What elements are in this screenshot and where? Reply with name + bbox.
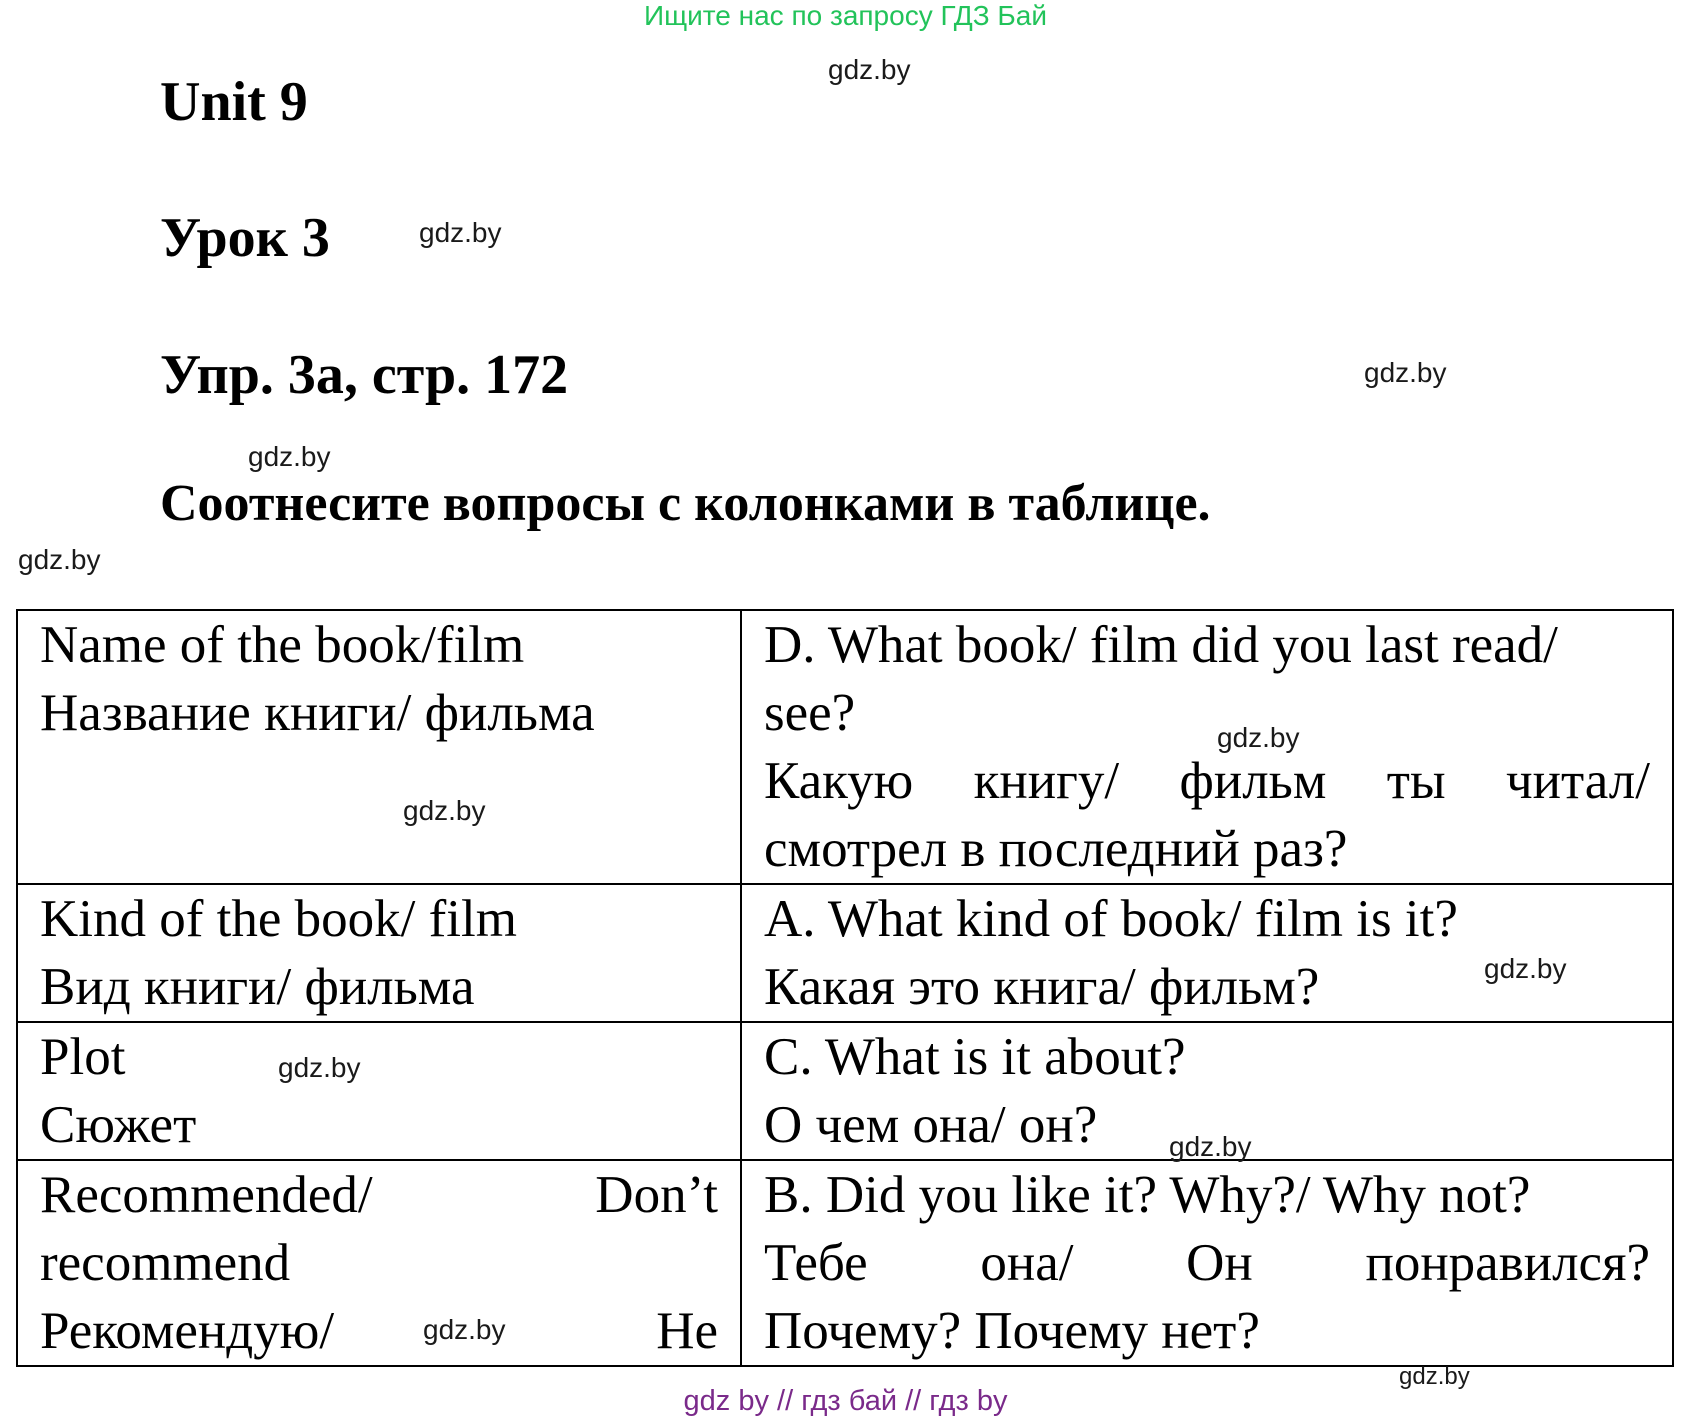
table-row (17, 1160, 1673, 1366)
word: книгу/ (973, 752, 1120, 810)
column-name-ru: Название книги/ фильма (40, 684, 595, 742)
column-name-en: Name of the book/film (40, 616, 525, 674)
question-ru-cont: смотрел в последний раз? (764, 820, 1348, 878)
watermark: gdz.by (403, 795, 486, 826)
watermark: gdz.by (1169, 1131, 1252, 1162)
table-cell-column (17, 1160, 741, 1366)
question-ru-cont: Почему? Почему нет? (764, 1302, 1260, 1360)
word: Какую (764, 752, 914, 810)
exercise-heading: Упр. 3а, стр. 172 (160, 344, 569, 406)
table-cell-question (741, 1160, 1673, 1366)
lesson-heading: Урок 3 (160, 207, 330, 269)
question-en-cont: see? (764, 684, 856, 742)
watermark: gdz.by (423, 1314, 506, 1345)
watermark: gdz.by (1364, 357, 1447, 388)
word: Он (1186, 1234, 1253, 1292)
column-name-ru-line (40, 1297, 718, 1365)
table-row (17, 884, 1673, 1022)
table-cell-question (741, 610, 1673, 884)
table-cell-column (17, 610, 741, 884)
word: ты (1386, 752, 1446, 810)
watermark: gdz.by (419, 217, 502, 248)
top-banner: Ищите нас по запросу ГДЗ Бай (643, 0, 1048, 31)
column-name-ru-part: Рекомендую/ (40, 1302, 335, 1360)
instruction: Соотнесите вопросы с колонками в таблице. (160, 475, 1211, 532)
question-en: C. What is it about? (764, 1028, 1186, 1086)
question-en: B. Did you like it? Why?/ Why not? (764, 1166, 1531, 1224)
word: фильм (1179, 752, 1327, 810)
word: она/ (980, 1234, 1074, 1292)
column-name-en: Kind of the book/ film (40, 890, 517, 948)
column-name-en-part: Recommended/ (40, 1166, 373, 1224)
watermark: gdz.by (278, 1052, 361, 1083)
watermark: gdz.by (1484, 953, 1567, 984)
footer-watermark: gdz by // гдз бай // гдз by (683, 1385, 1008, 1417)
column-name-en-part: Don’t (595, 1166, 718, 1224)
question-en: D. What book/ film did you last read/ (764, 616, 1558, 674)
question-en: A. What kind of book/ film is it? (764, 890, 1458, 948)
word: понравился? (1365, 1234, 1650, 1292)
table-row (17, 610, 1673, 884)
word: Тебе (764, 1234, 868, 1292)
word: читал/ (1505, 752, 1650, 810)
column-name-ru: Сюжет (40, 1096, 197, 1154)
table-cell-column (17, 884, 741, 1022)
watermark: gdz.by (248, 441, 331, 472)
column-name-en-cont: recommend (40, 1234, 291, 1292)
column-name-ru-part: Не (656, 1302, 718, 1360)
column-name-en-line (40, 1161, 718, 1229)
watermark: gdz.by (828, 54, 911, 85)
watermark: gdz.by (18, 544, 101, 575)
watermark: gdz.by (1399, 1363, 1470, 1390)
matching-table (16, 609, 1674, 1367)
question-ru (764, 747, 1650, 815)
question-ru (764, 1229, 1650, 1297)
table-row (17, 1022, 1673, 1160)
question-ru: Какая это книга/ фильм? (764, 958, 1320, 1016)
column-name-ru: Вид книги/ фильма (40, 958, 475, 1016)
unit-heading: Unit 9 (160, 71, 308, 133)
question-ru: О чем она/ он? (764, 1096, 1098, 1154)
watermark: gdz.by (1217, 722, 1300, 753)
column-name-en: Plot (40, 1028, 126, 1086)
table-cell-column (17, 1022, 741, 1160)
